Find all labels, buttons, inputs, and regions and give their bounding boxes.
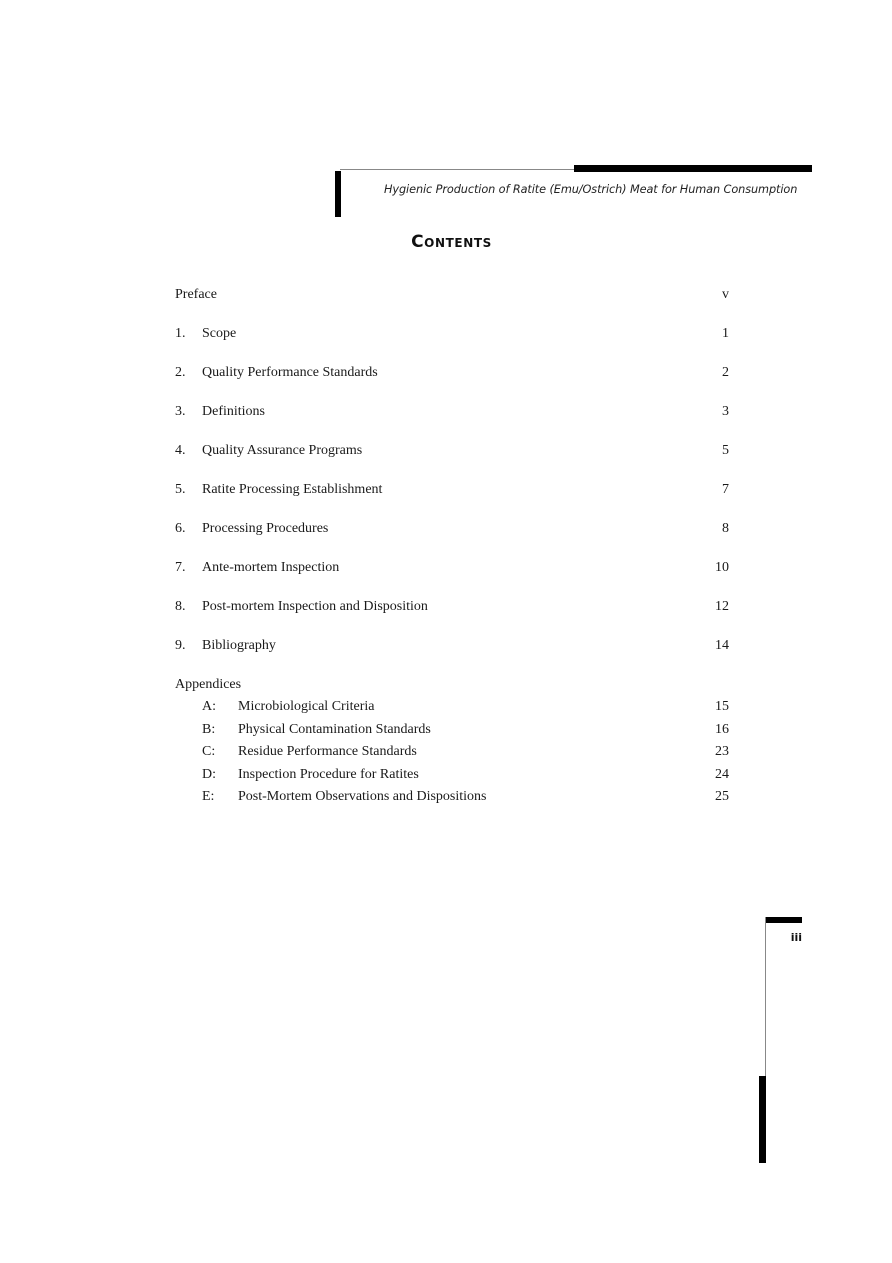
toc-label: Appendices <box>175 677 242 692</box>
toc-number: 1. <box>175 326 186 341</box>
toc-appendix-letter: E: <box>202 789 215 804</box>
toc-entry-preface <box>0 285 892 305</box>
toc-page-number: v <box>722 287 729 302</box>
toc-page-number: 2 <box>722 365 729 380</box>
toc-label: Physical Contamination Standards <box>238 722 431 737</box>
toc-entry-4 <box>0 441 892 461</box>
toc-label: Processing Procedures <box>202 521 329 536</box>
toc-label: Definitions <box>202 404 265 419</box>
toc-label: Post-Mortem Observations and Dispositions <box>238 789 487 804</box>
toc-page-number: 24 <box>715 767 729 782</box>
toc-appendix-b <box>0 720 892 740</box>
toc-number: 9. <box>175 638 186 653</box>
header-left-bar <box>335 171 341 217</box>
page-number: iii <box>790 931 802 944</box>
toc-number: 8. <box>175 599 186 614</box>
toc-number: 5. <box>175 482 186 497</box>
toc-page-number: 15 <box>715 699 729 714</box>
toc-label: Ratite Processing Establishment <box>202 482 383 497</box>
footer-rule <box>765 917 766 1077</box>
toc-number: 6. <box>175 521 186 536</box>
toc-page-number: 16 <box>715 722 729 737</box>
toc-label: Inspection Procedure for Ratites <box>238 767 419 782</box>
toc-page-number: 3 <box>722 404 729 419</box>
toc-entry-5 <box>0 480 892 500</box>
toc-entry-3 <box>0 402 892 422</box>
toc-number: 2. <box>175 365 186 380</box>
toc-entry-8 <box>0 597 892 617</box>
contents-heading: Contents <box>411 232 492 252</box>
toc-label: Bibliography <box>202 638 276 653</box>
toc-appendix-e <box>0 787 892 807</box>
toc-label: Microbiological Criteria <box>238 699 375 714</box>
toc-page-number: 12 <box>715 599 729 614</box>
header-thick-bar <box>574 165 812 172</box>
toc-entry-1 <box>0 324 892 344</box>
toc-appendix-c <box>0 742 892 762</box>
toc-entry-7 <box>0 558 892 578</box>
toc-page-number: 7 <box>722 482 729 497</box>
toc-label: Quality Assurance Programs <box>202 443 363 458</box>
toc-number: 3. <box>175 404 186 419</box>
toc-entry-2 <box>0 363 892 383</box>
toc-page-number: 1 <box>722 326 729 341</box>
running-title: Hygienic Production of Ratite (Emu/Ostrich) Meat for Human Consumption <box>384 183 798 196</box>
toc-label: Scope <box>202 326 237 341</box>
toc-entry-6 <box>0 519 892 539</box>
toc-page-number: 23 <box>715 744 729 759</box>
toc-label: Post-mortem Inspection and Disposition <box>202 599 428 614</box>
toc-number: 4. <box>175 443 186 458</box>
toc-label: Residue Performance Standards <box>238 744 417 759</box>
toc-number: 7. <box>175 560 186 575</box>
toc-appendix-a <box>0 697 892 717</box>
toc-page-number: 5 <box>722 443 729 458</box>
toc-page-number: 14 <box>715 638 729 653</box>
toc-page-number: 25 <box>715 789 729 804</box>
toc-appendix-letter: B: <box>202 722 216 737</box>
toc-label: Quality Performance Standards <box>202 365 378 380</box>
toc-appendix-d <box>0 765 892 785</box>
toc-appendices-heading <box>0 675 892 695</box>
toc-appendix-letter: A: <box>202 699 216 714</box>
footer-thick-bar <box>759 1076 766 1163</box>
footer-top-bar <box>765 917 802 923</box>
toc-page-number: 10 <box>715 560 729 575</box>
toc-page-number: 8 <box>722 521 729 536</box>
toc-label: Ante-mortem Inspection <box>202 560 340 575</box>
toc-label: Preface <box>175 287 217 302</box>
toc-entry-9 <box>0 636 892 656</box>
toc-appendix-letter: C: <box>202 744 216 759</box>
toc-appendix-letter: D: <box>202 767 216 782</box>
